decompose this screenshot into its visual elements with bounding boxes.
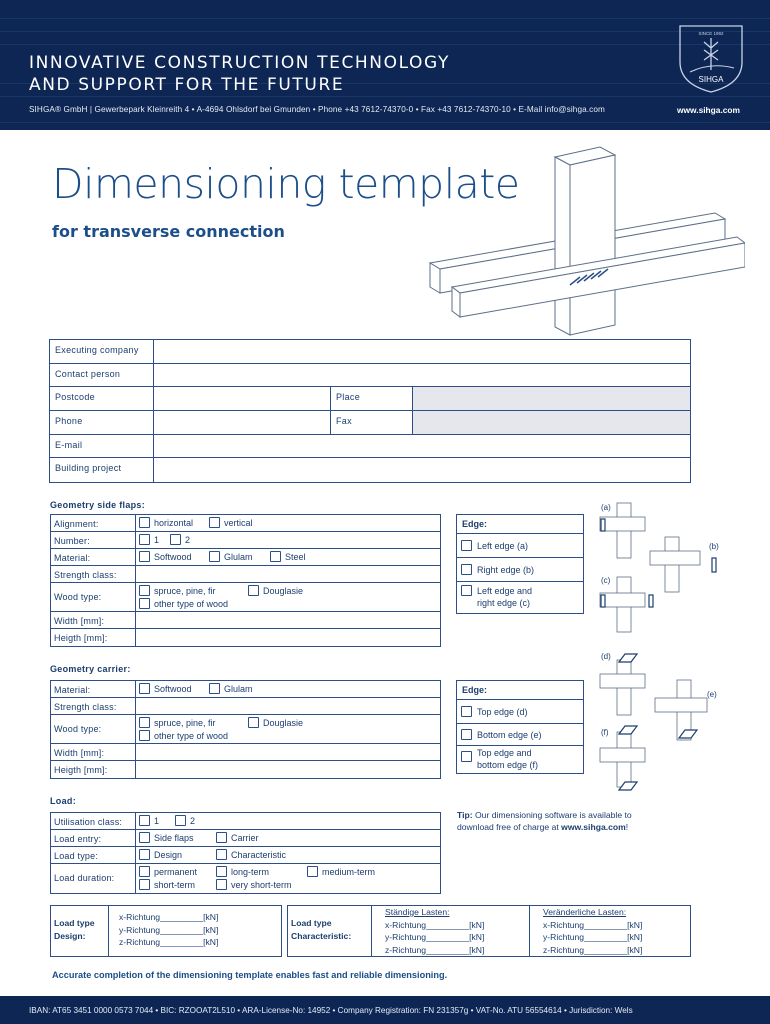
carrier-wood-type-label: Wood type: — [51, 715, 136, 743]
long-term-checkbox[interactable] — [216, 866, 227, 877]
glulam-checkbox[interactable] — [209, 551, 220, 562]
carrier-spruce-checkbox[interactable] — [139, 717, 150, 728]
horizontal-checkbox[interactable] — [139, 517, 150, 528]
row-material — [51, 549, 440, 566]
spruce-checkbox[interactable] — [139, 585, 150, 596]
veraenderliche-heading: Veränderliche Lasten: — [543, 907, 627, 917]
douglasie-label: Douglasie — [263, 585, 304, 596]
veraenderliche-x-line: x-Richtung_________[kN] — [543, 919, 643, 930]
load-type-label: Load type: — [51, 847, 136, 863]
lt-design-label-2: Design: — [54, 931, 86, 941]
top-bottom-label-2: bottom edge (f) — [477, 760, 539, 770]
steel-label: Steel — [285, 551, 306, 562]
steel-checkbox[interactable] — [270, 551, 281, 562]
horizontal-label: horizontal — [154, 517, 194, 528]
carrier-edge-box — [456, 680, 584, 774]
header-address: SIHGA® GmbH | Gewerbepark Kleinreith 4 • A-4694 Ohlsdorf bei Gmunden • Phone +43 7612-74370-0 • Fax +43 7612-74370-10 • E-Mail info@sihga.com — [29, 105, 605, 114]
staendige-heading: Ständige Lasten: — [385, 907, 450, 917]
fax-field[interactable] — [413, 411, 690, 434]
side-flaps-checkbox[interactable] — [139, 832, 150, 843]
veraenderliche-fields[interactable] — [530, 906, 690, 956]
very-short-term-checkbox[interactable] — [216, 879, 227, 890]
carrier-row-material — [51, 681, 440, 698]
carrier-other-wood-checkbox[interactable] — [139, 730, 150, 741]
lt-char-label-1: Load type — [291, 918, 332, 928]
long-term-label: long-term — [231, 866, 270, 877]
bottom-edge-label: Bottom edge (e) — [477, 729, 542, 740]
contact-table — [49, 339, 691, 483]
load-type-design-table — [50, 905, 282, 957]
bottom-edge-checkbox[interactable] — [461, 729, 472, 740]
place-label: Place — [331, 387, 413, 410]
design-xyz-fields[interactable] — [109, 906, 281, 956]
geometry-carrier-table — [50, 680, 441, 779]
carrier-douglasie-label: Douglasie — [263, 717, 304, 728]
email-label: E-mail — [50, 435, 154, 458]
design-x-line: x-Richtung_________[kN] — [119, 912, 219, 922]
carrier-strength-label: Strength class: — [51, 698, 136, 714]
left-right-edge-label-2: right edge (c) — [477, 598, 531, 608]
row-email — [50, 435, 690, 459]
utilisation-1-label: 1 — [154, 815, 160, 826]
building-project-label: Building project — [50, 458, 154, 482]
side-edge-box — [456, 514, 584, 614]
header-title — [29, 52, 450, 96]
phone-field[interactable] — [154, 411, 331, 434]
carrier-material-label: Material: — [51, 681, 136, 697]
softwood-label: Softwood — [154, 551, 192, 562]
height-label: Heigth [mm]: — [51, 629, 136, 646]
row-utilisation — [51, 813, 440, 830]
load-table — [50, 812, 441, 894]
strength-class-label: Strength class: — [51, 566, 136, 582]
row-load-type — [51, 847, 440, 864]
row-wood-type — [51, 583, 440, 612]
staendige-y-line: y-Richtung_________[kN] — [385, 932, 485, 942]
row-height — [51, 629, 440, 646]
carrier-height-label: Heigth [mm]: — [51, 761, 136, 778]
sihga-logo — [676, 22, 746, 94]
spruce-label: spruce, pine, fir — [154, 585, 216, 596]
short-term-label: short-term — [154, 879, 196, 890]
design-checkbox[interactable] — [139, 849, 150, 860]
carrier-edge-diagrams — [595, 650, 725, 800]
top-edge-checkbox[interactable] — [461, 706, 472, 717]
douglasie-checkbox[interactable] — [248, 585, 259, 596]
contact-person-field[interactable] — [154, 364, 690, 387]
row-alignment — [51, 515, 440, 532]
contact-person-label: Contact person — [50, 364, 154, 387]
number-2-label: 2 — [185, 534, 191, 545]
header-title-line2: AND SUPPORT FOR THE FUTURE — [29, 75, 345, 95]
carrier-width-label: Width [mm]: — [51, 744, 136, 760]
top-bottom-edge-checkbox[interactable] — [461, 751, 472, 762]
width-label: Width [mm]: — [51, 612, 136, 628]
page-subtitle: for transverse connection — [52, 222, 285, 241]
logo-since: SINCE 1992 — [698, 31, 724, 36]
load-type-characteristic-table — [287, 905, 691, 957]
side-flaps-label: Side flaps — [154, 832, 194, 843]
footer-note: Accurate completion of the dimensioning template enables fast and reliable dimensioning. — [52, 970, 448, 980]
left-edge-label: Left edge (a) — [477, 540, 529, 551]
medium-term-checkbox[interactable] — [307, 866, 318, 877]
number-label: Number: — [51, 532, 136, 548]
row-load-entry — [51, 830, 440, 847]
header-title-line1: INNOVATIVE CONSTRUCTION TECHNOLOGY — [29, 53, 450, 73]
left-right-edge-label-1: Left edge and — [477, 586, 533, 596]
vertical-checkbox[interactable] — [209, 517, 220, 528]
geometry-carrier-heading: Geometry carrier: — [50, 664, 131, 674]
tip-end: ! — [625, 821, 629, 832]
number-1-checkbox[interactable] — [139, 534, 150, 545]
transverse-connection-illustration — [420, 145, 745, 340]
veraenderliche-z-line: z-Richtung_________[kN] — [543, 944, 643, 955]
row-load-duration — [51, 864, 440, 893]
page-title: Dimensioning template — [52, 160, 520, 208]
design-y-line: y-Richtung_________[kN] — [119, 924, 219, 935]
alignment-label: Alignment: — [51, 515, 136, 531]
permanent-checkbox[interactable] — [139, 866, 150, 877]
footer-banner — [0, 996, 770, 1024]
utilisation-2-checkbox[interactable] — [175, 815, 186, 826]
load-heading: Load: — [50, 796, 76, 806]
material-label: Material: — [51, 549, 136, 565]
header-banner — [0, 0, 770, 130]
geometry-side-table — [50, 514, 441, 647]
carrier-glulam-checkbox[interactable] — [209, 683, 220, 694]
characteristic-label: Characteristic — [231, 849, 287, 860]
geometry-side-heading: Geometry side flaps: — [50, 500, 146, 510]
strength-class-field[interactable] — [136, 566, 440, 582]
header-website-link[interactable]: www.sihga.com — [677, 105, 740, 115]
postcode-label: Postcode — [50, 387, 154, 410]
load-entry-label: Load entry: — [51, 830, 136, 846]
row-executing-company — [50, 340, 690, 364]
characteristic-checkbox[interactable] — [216, 849, 227, 860]
footer-text: IBAN: AT65 3451 0000 0573 7044 • BIC: RZOOAT2L510 • ARA-License-No: 14952 • Company Registration: FN 231357g • VAT-No. ATU 56554614 • Jurisdiction: Wels — [29, 1006, 633, 1015]
top-edge-label: Top edge (d) — [477, 706, 528, 717]
carrier-glulam-label: Glulam — [224, 683, 253, 694]
load-duration-label: Load duration: — [51, 864, 136, 893]
height-field[interactable] — [136, 629, 440, 646]
carrier-strength-field[interactable] — [136, 698, 440, 714]
left-right-edge-checkbox[interactable] — [461, 585, 472, 596]
row-postcode-place — [50, 387, 690, 411]
carrier-row-height — [51, 761, 440, 778]
postcode-field[interactable] — [154, 387, 331, 410]
side-edge-diagrams — [595, 495, 725, 645]
carrier-checkbox[interactable] — [216, 832, 227, 843]
carrier-softwood-label: Softwood — [154, 683, 192, 694]
row-building-project — [50, 458, 690, 482]
row-phone-fax — [50, 411, 690, 435]
carrier-spruce-label: spruce, pine, fir — [154, 717, 216, 728]
carrier-height-field[interactable] — [136, 761, 440, 778]
lt-char-label-2: Characteristic: — [291, 931, 352, 941]
row-number — [51, 532, 440, 549]
executing-company-label: Executing company — [50, 340, 154, 363]
tag-f: (f) — [601, 728, 609, 737]
tag-e: (e) — [707, 690, 717, 699]
side-edge-heading: Edge: — [457, 515, 583, 534]
phone-label: Phone — [50, 411, 154, 434]
other-wood-checkbox[interactable] — [139, 598, 150, 609]
tip-body: Our dimensioning software is available to download free of charge at — [457, 810, 632, 832]
carrier-row-width — [51, 744, 440, 761]
softwood-checkbox[interactable] — [139, 551, 150, 562]
glulam-label: Glulam — [224, 551, 253, 562]
email-field[interactable] — [154, 435, 690, 458]
top-bottom-label-1: Top edge and — [477, 748, 532, 758]
executing-company-field[interactable] — [154, 340, 690, 363]
right-edge-checkbox[interactable] — [461, 564, 472, 575]
tag-a: (a) — [601, 503, 611, 512]
logo-text: SIHGA — [698, 75, 724, 84]
number-1-label: 1 — [154, 534, 160, 545]
permanent-label: permanent — [154, 866, 198, 877]
carrier-label: Carrier — [231, 832, 259, 843]
other-wood-label: other type of wood — [154, 598, 229, 609]
right-edge-label: Right edge (b) — [477, 564, 535, 575]
staendige-x-line: x-Richtung_________[kN] — [385, 919, 485, 930]
tag-c: (c) — [601, 576, 611, 585]
left-edge-checkbox[interactable] — [461, 540, 472, 551]
utilisation-2-label: 2 — [190, 815, 196, 826]
carrier-row-strength — [51, 698, 440, 715]
tag-d: (d) — [601, 652, 611, 661]
number-2-checkbox[interactable] — [170, 534, 181, 545]
short-term-checkbox[interactable] — [139, 879, 150, 890]
staendige-z-line: z-Richtung_________[kN] — [385, 944, 485, 955]
lt-design-label-1: Load type — [54, 918, 95, 928]
carrier-softwood-checkbox[interactable] — [139, 683, 150, 694]
carrier-other-wood-label: other type of wood — [154, 730, 229, 741]
carrier-douglasie-checkbox[interactable] — [248, 717, 259, 728]
very-short-term-label: very short-term — [231, 879, 292, 890]
medium-term-label: medium-term — [322, 866, 376, 877]
width-field[interactable] — [136, 612, 440, 628]
staendige-fields[interactable] — [372, 906, 530, 956]
row-width — [51, 612, 440, 629]
tip-bold: Tip: — [457, 810, 473, 820]
tag-b: (b) — [709, 542, 719, 551]
row-strength-class — [51, 566, 440, 583]
tip-link[interactable]: www.sihga.com — [561, 821, 626, 832]
tip-text — [457, 810, 637, 833]
wood-type-label: Wood type: — [51, 583, 136, 611]
fax-label: Fax — [331, 411, 413, 434]
place-field[interactable] — [413, 387, 690, 410]
carrier-row-wood-type — [51, 715, 440, 744]
design-z-line: z-Richtung_________[kN] — [119, 937, 219, 947]
building-project-field[interactable] — [154, 458, 690, 482]
design-label: Design — [154, 849, 183, 860]
vertical-label: vertical — [224, 517, 253, 528]
carrier-width-field[interactable] — [136, 744, 440, 760]
utilisation-label: Utilisation class: — [51, 813, 136, 829]
utilisation-1-checkbox[interactable] — [139, 815, 150, 826]
veraenderliche-y-line: y-Richtung_________[kN] — [543, 932, 643, 942]
carrier-edge-heading: Edge: — [457, 681, 583, 700]
row-contact-person — [50, 364, 690, 388]
